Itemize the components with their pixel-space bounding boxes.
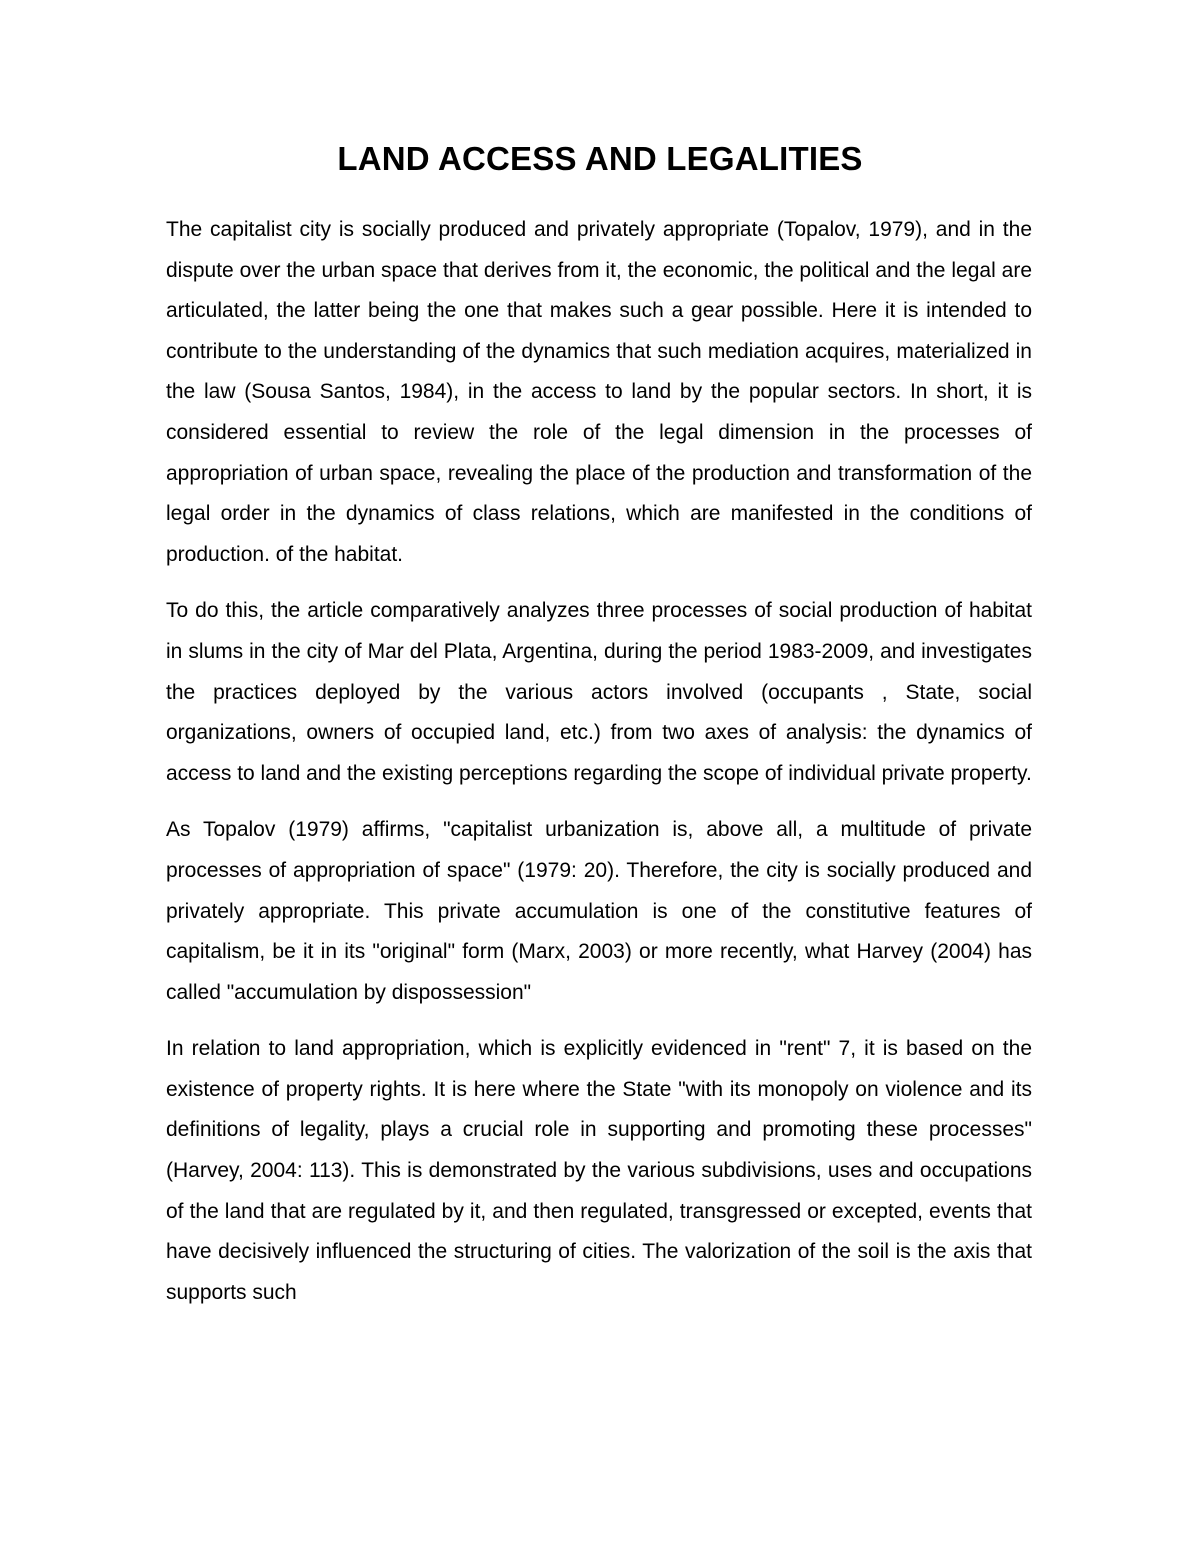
paragraph-2: To do this, the article comparatively analyzes three processes of social production of habitat in slums in the city of Mar del Plata, Argentina, during the period 1983-2009, and investigates the practices deployed by the various actors involved (occupants , State, social organizations, owners of occupied land, etc.) from two axes of analysis: the dynamics of access to land and the existing perceptions regarding the scope of individual private property.: [166, 599, 1032, 785]
document-title: LAND ACCESS AND LEGALITIES: [337, 140, 863, 177]
paragraph-4: In relation to land appropriation, which is explicitly evidenced in "rent" 7, it is based on the existence of property rights. It is here where the State "with its monopoly on violence and its definitions of legality, plays a crucial role in supporting and promoting these processes" (Harvey, 2004: 113). This is demonstrated by the various subdivisions, uses and occupations of the land that are regulated by it, and then regulated, transgressed or excepted, events that have decisively influenced the structuring of cities. The valorization of the soil is the axis that supports such: [166, 1037, 1032, 1304]
paragraph-1: The capitalist city is socially produced and privately appropriate (Topalov, 1979), and in the dispute over the urban space that derives from it, the economic, the political and the legal are articulated, the latter being the one that makes such a gear possible. Here it is intended to contribute to the understanding of the dynamics that such mediation acquires, materialized in the law (Sousa Santos, 1984), in the access to land by the popular sectors. In short, it is considered essential to review the role of the legal dimension in the processes of appropriation of urban space, revealing the place of the production and transformation of the legal order in the dynamics of class relations, which are manifested in the conditions of production. of the habitat.: [166, 218, 1032, 566]
document-body: [166, 210, 1032, 1329]
paragraph-3: As Topalov (1979) affirms, "capitalist urbanization is, above all, a multitude of private processes of appropriation of space" (1979: 20). Therefore, the city is socially produced and privately appropriate. This private accumulation is one of the constitutive features of capitalism, be it in its "original" form (Marx, 2003) or more recently, what Harvey (2004) has called "accumulation by dispossession": [166, 818, 1032, 1004]
